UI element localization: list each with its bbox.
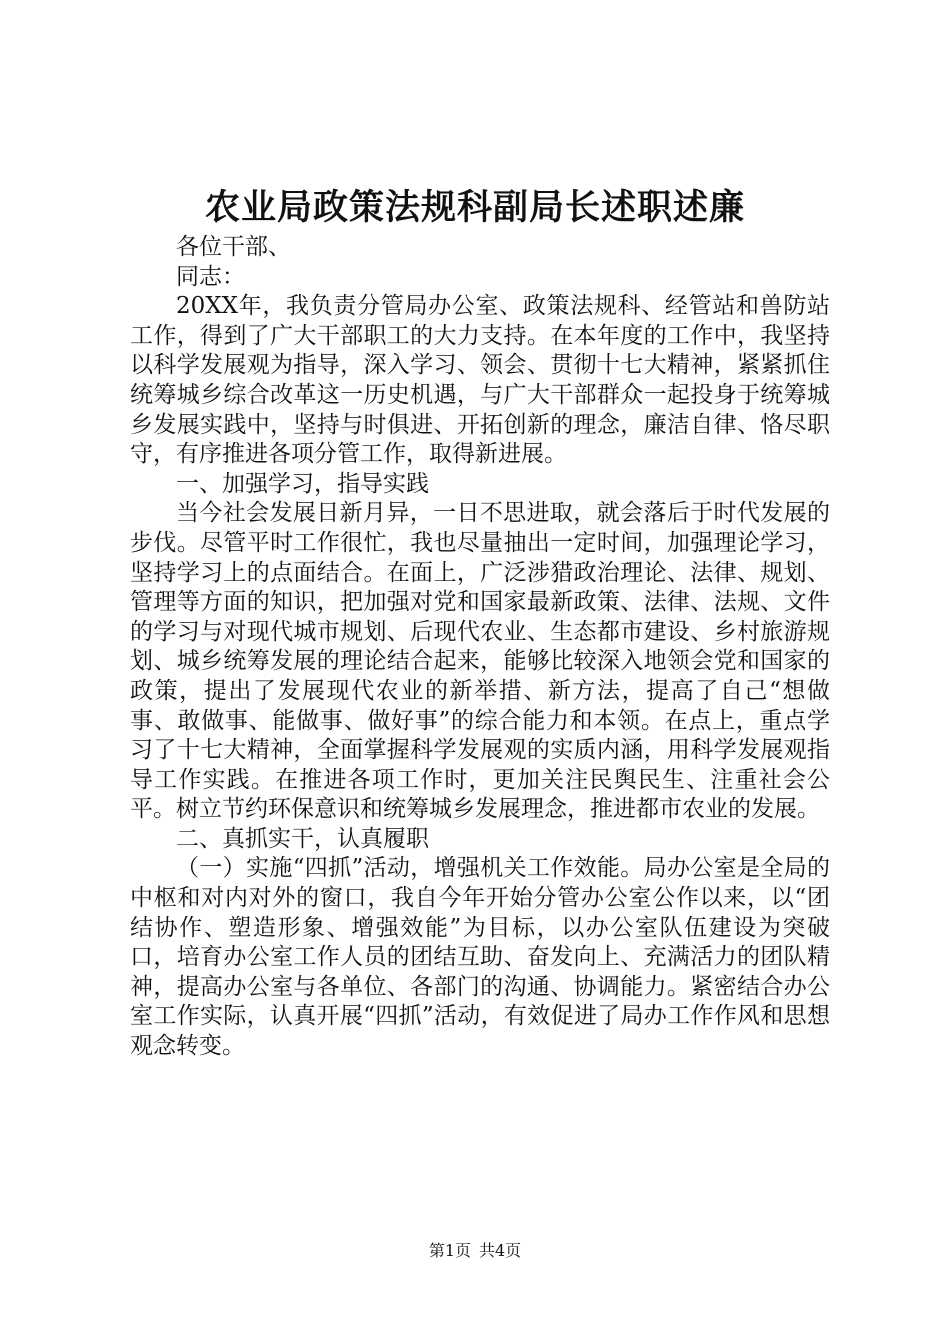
paragraph-intro: 20XX年，我负责分管局办公室、政策法规科、经管站和兽防站工作，得到了广大干部职工的大力支持。在本年度的工作中，我坚持以科学发展观为指导，深入学习、领会、贯彻十七大精神，紧紧抓住统筹城乡综合改革这一历史机遇，与广大干部群众一起投身于统筹城乡发展实践中，坚持与时俱进、开拓创新的理念，廉洁自律、恪尽职守，有序推进各项分管工作，取得新进展。	[130, 293, 830, 468]
salutation-line-1: 各位干部、	[176, 234, 291, 260]
section-heading-2: 二、真抓实干，认真履职	[176, 825, 429, 852]
salutation-line-2: 同志：	[176, 263, 245, 290]
paragraph-study: 当今社会发展日新月异，一日不思进取，就会落后于时代发展的步伐。尽管平时工作很忙，我也尽量抽出一定时间，加强理论学习，坚持学习上的点面结合。在面上，广泛涉猎政治理论、法律、规划、管理等方面的知识，把加强对党和国家最新政策、法律、法规、文件的学习与对现代城市规划、后现代农业、生态都市建设、乡村旅游规划、城乡统筹发展的理论结合起来，能够比较深入地领会党和国家的政策，提出了发展现代农业的新举措、新方法，提高了自己“想做事、敢做事、能做事、做好事”的综合能力和本领。在点上，重点学习了十七大精神，全面掌握科学发展观的实质内涵，用科学发展观指导工作实践。在推进各项工作时，更加关注民舆民生、注重社会公平。树立节约环保意识和统筹城乡发展理念，推进都市农业的发展。	[130, 500, 830, 823]
page-total: 共4页	[479, 1241, 522, 1260]
section-heading-1: 一、加强学习，指导实践	[176, 470, 429, 497]
document-body	[130, 233, 830, 1062]
page-number: 第1页	[428, 1241, 471, 1260]
page-footer	[0, 1240, 950, 1262]
document-title: 农业局政策法规科副局长述职述廉	[204, 187, 745, 228]
paragraph-four-grasps: （一）实施“四抓”活动，增强机关工作效能。局办公室是全局的中枢和对内对外的窗口，我自今年开始分管办公室公作以来，以“团结协作、塑造形象、增强效能”为目标，以办公室队伍建设为突破口，培育办公室工作人员的团结互助、奋发向上、充满活力的团队精神，提高办公室与各单位、各部门的沟通、协调能力。紧密结合办公室工作实际，认真开展“四抓”活动，有效促进了局办工作作风和思想观念转变。	[130, 855, 830, 1060]
